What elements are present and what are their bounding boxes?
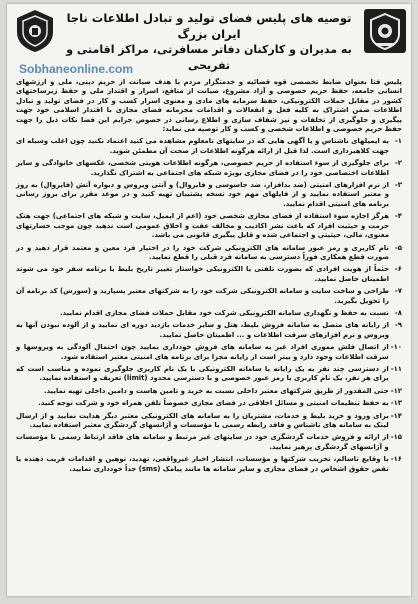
item-text: از رایانه های متصل به سامانه فروش بلیط، هتل و سایر خدمات بازدید دوره ای نمایید و از آلوده نبودن آنها به ویروس و نرم افزارهای سرقت اطلاعات و ... اطمینان حاصل نمایید.	[16, 321, 389, 339]
item-number: ۴-	[394, 212, 402, 221]
item-text: با وقایع ناسالم، تخریب شرکتها و مؤسسات، انتشار اخبار غیرواقعی، تهدید، توهین و اقدامات فریب دهنده یا نقض حقوق اشخاص در فضای مجازی و سایر سامانه ها مانند پیامک (sms) جداً خودداری نمایید.	[16, 455, 389, 473]
police-emblem-icon	[13, 8, 57, 54]
list-item	[16, 365, 402, 384]
item-number: ۱۱-	[390, 364, 402, 373]
list-item	[16, 287, 402, 306]
list-item	[16, 412, 402, 431]
item-text: حتی المقدور از طریق شرکتهای معتبر داخلی نسبت به خرید و تامین هاست و دامین داخلی تهیه نمایید.	[43, 386, 389, 395]
list-item	[16, 455, 402, 474]
item-text: به حفظ تنظیمات امنیتی و مسائل اخلاقی در فضای مجازی خصوصاً تلفن همراه خود و شرکت توجه کنید.	[38, 399, 389, 408]
list-item	[16, 159, 402, 178]
item-number: ۱۴-	[390, 411, 402, 420]
item-number: ۱۶-	[390, 455, 402, 464]
site-watermark: Sobhaneonline.com	[19, 62, 134, 76]
item-number: ۲-	[394, 159, 402, 168]
document-title: توصیه های پلیس فضای تولید و تبادل اطلاعات ناجا ایران بزرگ	[66, 11, 352, 41]
item-text: طراحی و ساخت سایت و سامانه الکترونیکی شرکت خود را به شرکتهای معتبر بسپارید و (سورس) کد برنامه آن را تحویل بگیرید.	[16, 287, 389, 305]
item-text: نام کاربری و رمز عبور سامانه های الکترونیکی شرکت خود را در اختیار فرد معین و معتمد قرار دهید و در صورت قطع همکاری فوراً دسترسی به سامانه فرد قبلی را قطع نمایید.	[16, 243, 389, 261]
list-item	[16, 244, 402, 263]
item-text: حتماً از هویت افرادی که بصورت تلفنی یا الکترونیکی خواستار تغییر تاریخ بلیط یا برنامه سفر خود می شوند اطمینان حاصل نمایید.	[16, 265, 389, 283]
document-body	[16, 78, 402, 590]
list-item	[16, 265, 402, 284]
item-text: از دسترسی چند نفر به یک رایانه یا سامانه الکترونیکی با یک نام کاربری جلوگیری نموده و مناسب است که برای هر نفر، یک نام کاربری با رمز عبور خصوصی و با دسترسی محدود (limit) تعریف و استفاده نمایید.	[16, 364, 389, 383]
item-text: نسبت به حفظ و نگهداری سامانه الکترونیکی شرکت خود مقابل حملات فضای مجازی اقدام نمایید.	[60, 308, 389, 317]
list-item	[16, 399, 402, 408]
item-number: ۱۵-	[390, 433, 402, 442]
fata-police-emblem-icon	[363, 8, 407, 54]
item-text: برای جلوگیری از سوء استفاده از حریم خصوصی، هرگونه اطلاعات هویتی شخصی، عکسهای خانوادگی و سایر اطلاعات اختصاصی خود را در فضای مجازی بویژه شبکه های اجتماعی به اشتراک نگذارید.	[16, 159, 389, 177]
item-number: ۳-	[394, 181, 402, 190]
item-number: ۵-	[394, 243, 402, 252]
item-text: هرگز اجازه سوء استفاده از فضای مجازی شخصی خود (اعم از ایمیل، سایت و شبکه های اجتماعی) جهت هتک حرمت و حیثیت افراد که باعث نشر اکاذیب و مخالف عفت و اخلاق عمومی است ندهید چون موجب خسارتهای معنوی، مالی، حیثیتی و اجتماعی شده و قابل پیگیری قانونی می باشد.	[16, 212, 389, 240]
item-text: از ارائه و فروش خدمات گردشگری خود در سایتهای غیر مرتبط و سامانه های فاقد ارتباط رسمی با مؤسسات و آژانسهای گردشگری پرهیز نمایید.	[16, 433, 389, 451]
list-item	[16, 433, 402, 452]
intro-paragraph: پلیس فتا بعنوان ضابط تخصصی قوه قضائیه و خدمتگزار مردم با هدف صیانت از حریم دینی، ملی و ارزشهای انسانی جامعه، حفظ حریم خصوصی و آزاد مشروع، صیانت از منافع، اسرار و اقتدار ملی و حفظ زیرساختهای کشور در مقابل حملات الکترونیکی، حفظ سرمایه های مادی و معنوی اسرار کسب و کار در فضای تولید و تبادل اطلاعات ضمن اشتراک به کلیه فعل و انفعالات و اقدامات مجرمانه فضای مجازی با اقتدار اسلامی خود جهت پیگیری و جلوگیری از تخلفات و نیز شفاف سازی و اطلاع رسانی در خصوص جرایم این فضا نکات ذیل را جهت حفظ حریم خصوصی و اطلاعات شخصی و کسب و کار توصیه می نماید:	[16, 78, 402, 134]
list-item	[16, 212, 402, 240]
list-item	[16, 343, 402, 362]
list-item	[16, 321, 402, 340]
item-number: ۱۲-	[390, 386, 402, 395]
list-item	[16, 137, 402, 156]
item-text: از نرم افزارهای امنیتی (ضد بدافزار، ضد جاسوسی و فایروال) و آنتی ویروس و دیواره آتش (فایروال) به روز و معتبر استفاده نمایید و از فایلهای مهم خود نسخه پشتیبان تهیه کنید و در موعد مقرر برای بروز رسانی برنامه های امنیتی اقدام نمایید.	[16, 181, 389, 208]
item-text: برای ورود و خرید بلیط و خدمات، مشتریان را به سامانه های الکترونیکی معتبر دیگر هدایت نمایید و از ارسال لینک به سامانه های ناشناس و فاقد رابطه رسمی با مؤسسات و آژانسهای گردشگری معتبر استفاده نمایید.	[16, 411, 389, 429]
item-number: ۶-	[394, 265, 402, 274]
item-number: ۷-	[394, 287, 402, 296]
item-number: ۱۰-	[390, 343, 402, 352]
item-number: ۹-	[394, 321, 402, 330]
document-page	[7, 4, 411, 596]
document-subtitle: به مدیران و کارکنان دفاتر مسافرتی، مراکز اقامتی و تفریحی	[66, 43, 352, 72]
item-text: به ایمیلهای ناشناس و یا آگهی هایی که در سایتهای نامعلوم مشاهده می کنید اعتماد نکنید چون اغلب وسیله ای جهت کلاهبرداری است. لذا قبل از ارائه هرگونه اطلاعات از صحت آن مطمئن شوید.	[16, 137, 389, 155]
list-item	[16, 309, 402, 318]
item-number: ۱۳-	[390, 399, 402, 408]
list-item	[16, 181, 402, 209]
list-item	[16, 387, 402, 396]
item-number: ۸-	[394, 308, 402, 317]
item-number: ۱-	[394, 137, 402, 146]
item-text: از اتصال فلش مموری افراد غیر به سامانه های فروش خودداری نمایید چون احتمال آلودگی به ویروسها و سرقت اطلاعات وجود دارد و بیتر است از رایانه مجزا برای برنامه های امنیتی معتبر استفاده شود.	[16, 343, 389, 361]
